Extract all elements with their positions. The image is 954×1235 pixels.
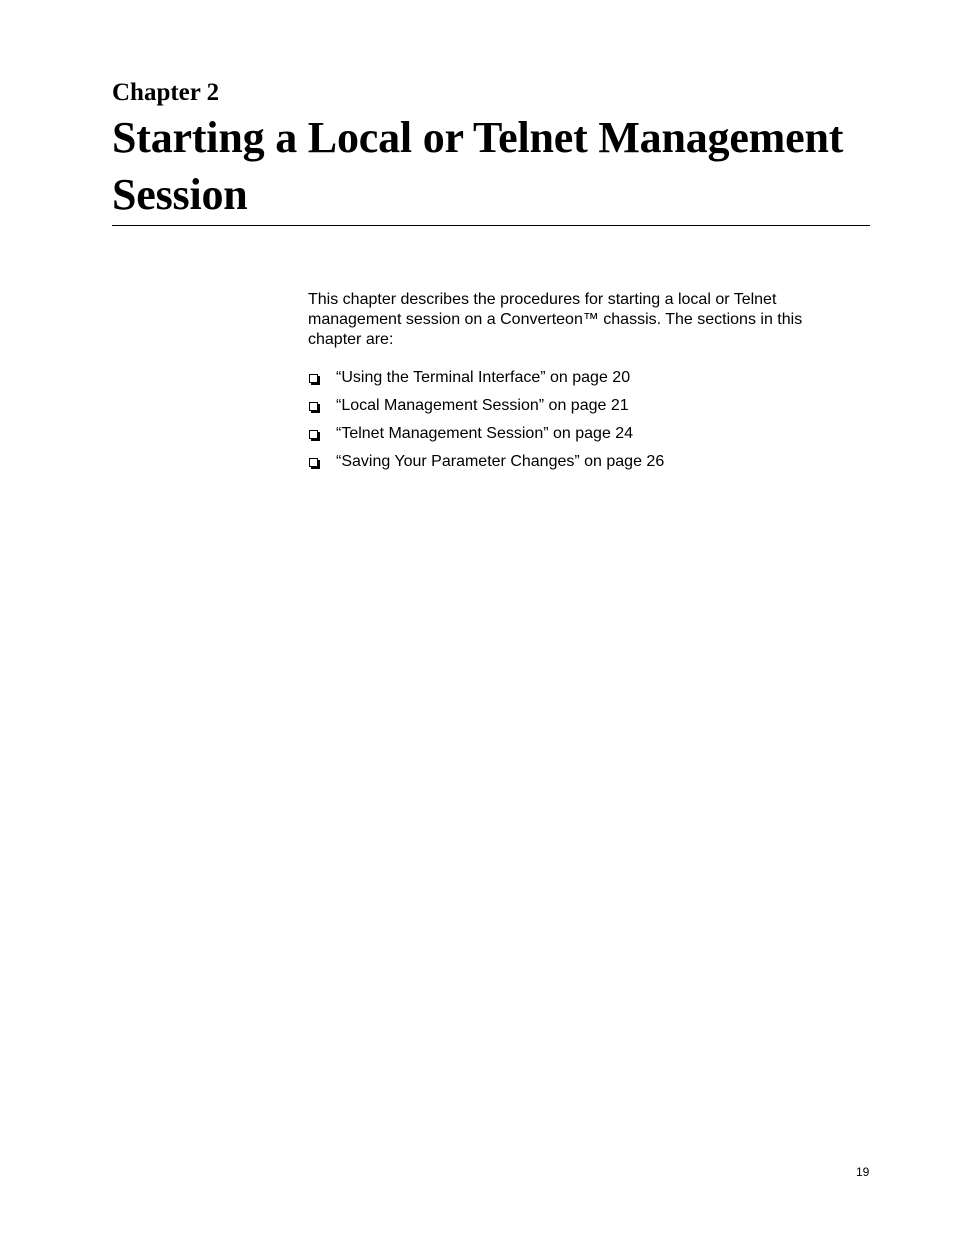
checkbox-bullet-icon [309, 402, 318, 411]
section-link-label[interactable]: “Local Management Session” on page 21 [336, 397, 629, 414]
intro-paragraph: This chapter describes the procedures for starting a local or Telnet management session on a Converteon™ chassis. The sections in this chapter are: [308, 291, 803, 348]
checkbox-bullet-icon [309, 458, 318, 467]
title-divider [112, 225, 870, 226]
chapter-label: Chapter 2 [112, 79, 220, 106]
page-number: 19 [856, 1165, 870, 1179]
checkbox-bullet-icon [309, 430, 318, 439]
section-link-label[interactable]: “Using the Terminal Interface” on page 20 [336, 369, 631, 386]
checkbox-bullet-icon [309, 374, 318, 383]
list-item[interactable] [308, 424, 664, 452]
list-item[interactable] [308, 452, 664, 480]
list-item[interactable] [308, 368, 664, 396]
section-link-label[interactable]: “Saving Your Parameter Changes” on page 26 [336, 453, 665, 470]
section-list [308, 368, 664, 480]
section-link-label[interactable]: “Telnet Management Session” on page 24 [336, 425, 634, 442]
chapter-title: Starting a Local or Telnet Management Session [112, 113, 844, 219]
list-item[interactable] [308, 396, 664, 424]
